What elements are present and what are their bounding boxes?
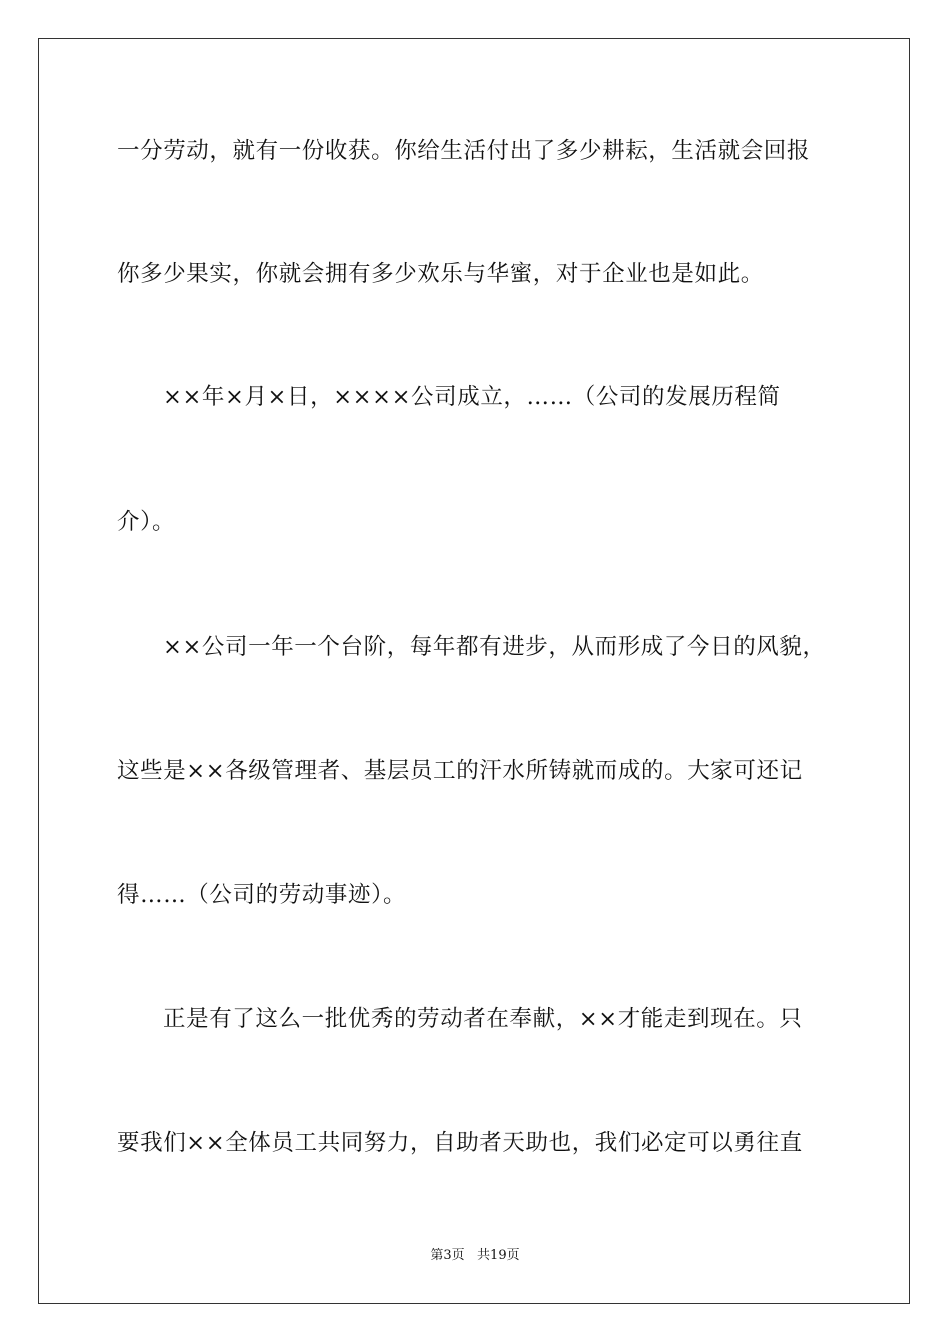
body-line-3: ××年×月×日，××××公司成立，……（公司的发展历程简: [163, 384, 781, 410]
page-footer: 第3页 共19页: [430, 1248, 520, 1263]
body-line-4: 介）。: [117, 509, 176, 535]
body-line-5: ××公司一年一个台阶，每年都有进步，从而形成了今日的风貌，: [163, 634, 826, 660]
body-line-6: 这些是××各级管理者、基层员工的汗水所铸就而成的。大家可还记: [117, 758, 803, 784]
body-line-2: 你多少果实，你就会拥有多少欢乐与华蜜，对于企业也是如此。: [117, 261, 764, 287]
body-line-9: 要我们××全体员工共同努力，自助者天助也，我们必定可以勇往直: [117, 1130, 803, 1156]
body-line-1: 一分劳动，就有一份收获。你给生活付出了多少耕耘，生活就会回报: [117, 138, 811, 164]
body-line-8: 正是有了这么一批优秀的劳动者在奉献，××才能走到现在。只: [163, 1006, 803, 1032]
body-line-7: 得……（公司的劳动事迹）。: [117, 882, 407, 908]
page-frame: [38, 38, 910, 1304]
